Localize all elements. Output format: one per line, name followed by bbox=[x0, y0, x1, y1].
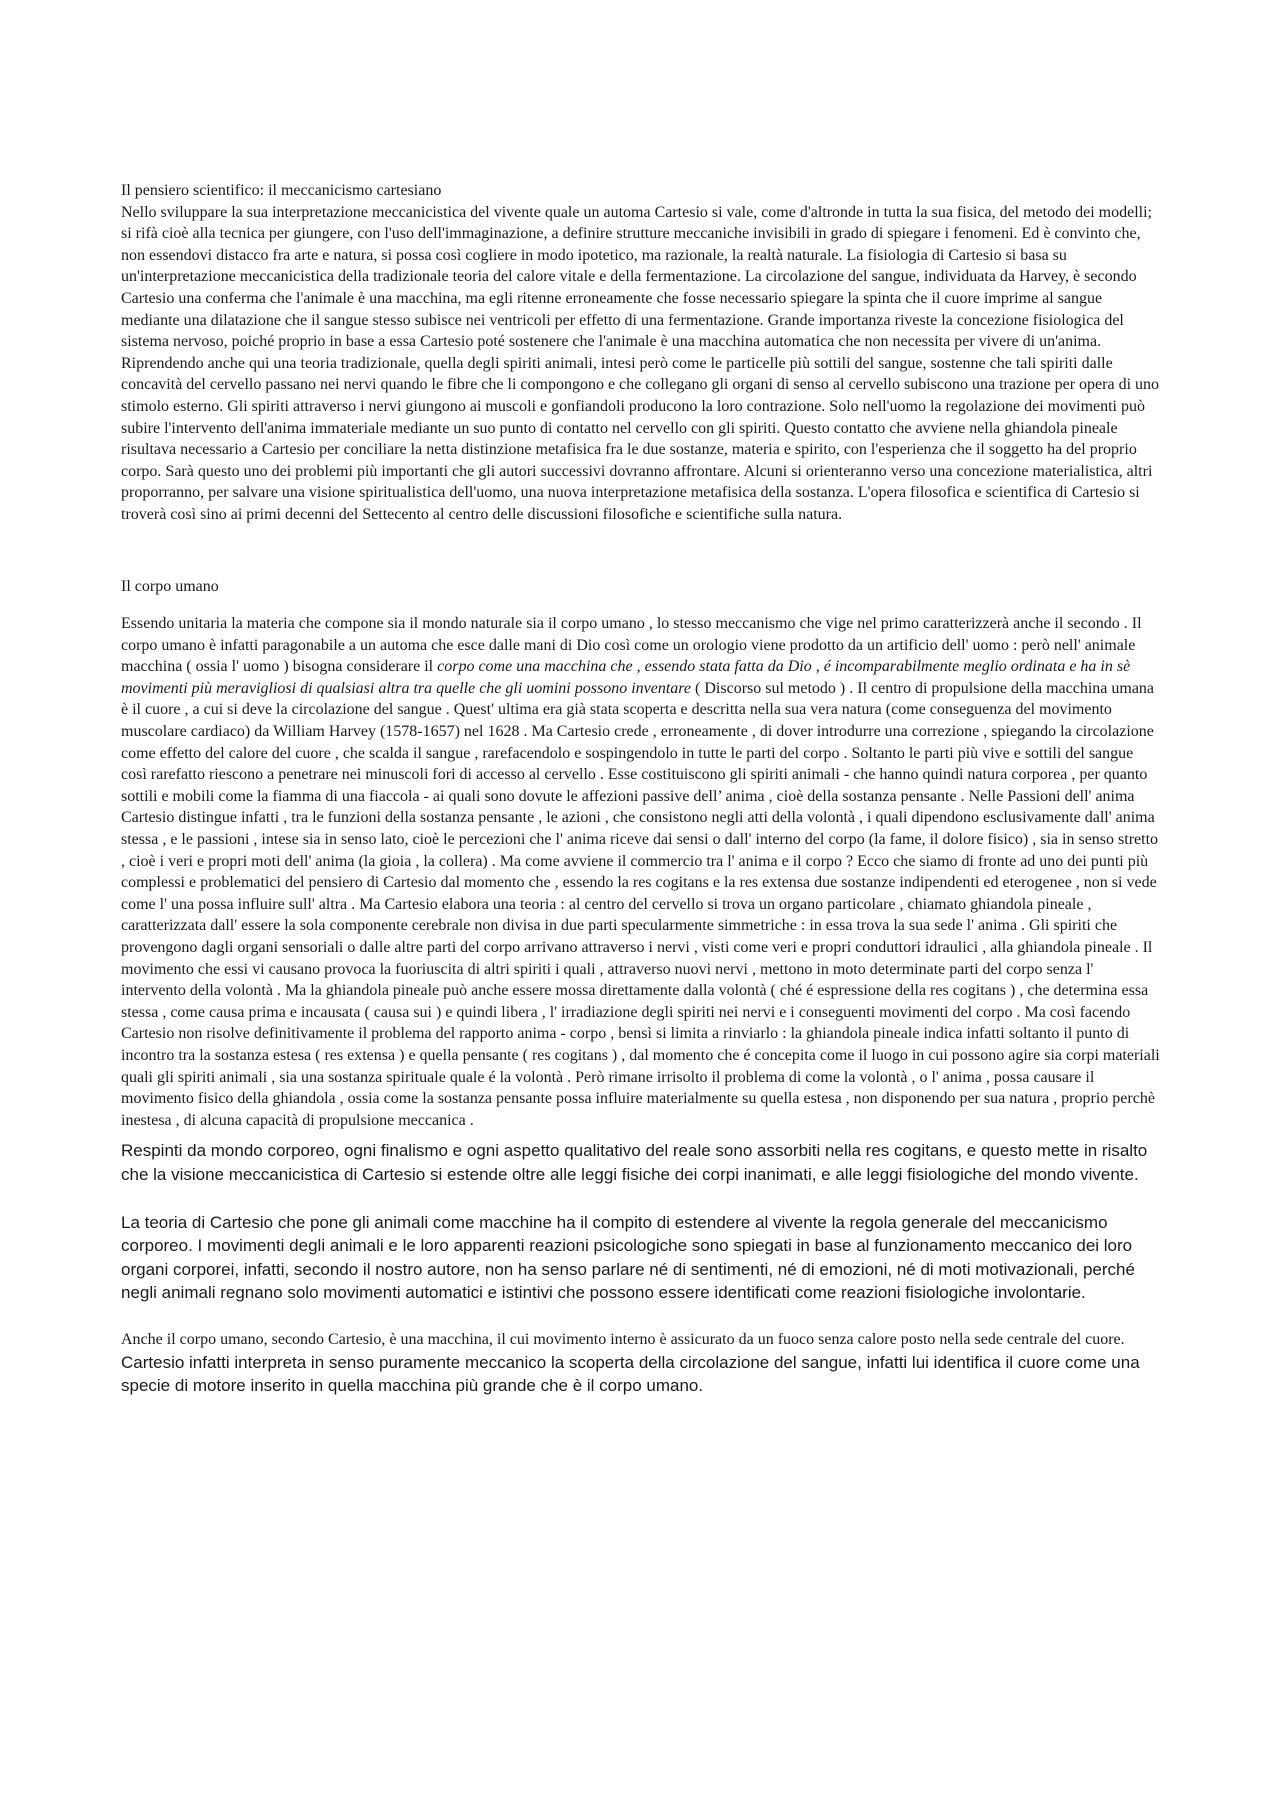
section2-body bbox=[121, 613, 1161, 1131]
section2-body-part2: ( Discorso sul metodo ) . Il centro di propulsione della macchina umana è il cuore , a cui si deve la circolazione del sangue . Quest' ultima era già stata scoperta e descritta nella sua vera natura (come conseguenza del movimento muscolare cardiaco) da William Harvey (1578-1657) nel 1628 . Ma Cartesio crede , erroneamente , di dover introdurre una correzione , spiegando la circolazione come effetto del calore del cuore , che scalda il sangue , rarefacendolo e sospingendolo in tutte le parti del corpo . Soltanto le parti più vive e sottili del sangue così rarefatto riescono a penetrare nei minuscoli fori di accesso al cervello . Esse costituiscono gli spiriti animali - che hanno quindi natura corporea , per quanto sottili e mobili come la fiamma di una fiaccola - ai quali sono dovute le affezioni passive dell’ anima , cioè della sostanza pensante . Nelle Passioni dell' anima Cartesio distingue infatti , tra le funzioni della sostanza pensante , le azioni , che consistono negli atti della volontà , i quali dipendono esclusivamente dall' anima stessa , e le passioni , intese sia in senso lato, cioè le percezioni che l' anima riceve dai sensi o dall' interno del corpo (la fame, il dolore fisico) , sia in senso stretto , cioè i veri e propri moti dell' anima (la gioia , la collera) . Ma come avviene il commercio tra l' anima e il corpo ? Ecco che siamo di fronte ad uno dei punti più complessi e problematici del pensiero di Cartesio dal momento che , essendo la res cogitans e la res extensa due sostanze indipendenti ed eterogenee , non si vede come l' una possa influire sull' altra . Ma Cartesio elabora una teoria : al centro del cervello si trova un organo particolare , chiamato ghiandola pineale , caratterizzata dall' essere la sola componente cerebrale non divisa in due parti specularmente simmetriche : in essa trova la sua sede l' anima . Gli spiriti che provengono dagli organi sensoriali o dalle altre parti del corpo arrivano attraverso i nervi , visti come veri e propri conduttori idraulici , alla ghiandola pineale . Il movimento che essi vi causano provoca la fuoriuscita di altri spiriti i quali , attraverso nuovi nervi , mettono in moto determinate parti del corpo senza l' intervento della volontà . Ma la ghiandola pineale può anche essere mossa direttamente dalla volontà ( ché é espressione della res cogitans ) , che determina essa stessa , come causa prima e incausata ( causa sui ) e quindi libera , l' irradiazione degli spiriti nei nervi e i conseguenti movimenti del corpo . Ma così facendo Cartesio non risolve definitivamente il problema del rapporto anima - corpo , bensì si limita a rinviarlo : la ghiandola pineale indica infatti soltanto il punto di incontro tra la sostanza estesa ( res extensa ) e quella pensante ( res cogitans ) , dal momento che é concepita come il luogo in cui possono agire sia corpi materiali quali gli spiriti animali , sia una sostanza spirituale quale é la volontà . Però rimane irrisolto il problema di come la volontà , o l' anima , possa causare il movimento fisico della ghiandola , ossia come la sostanza pensante possa influire materialmente su quella estesa , non disponendo per sua natura , proprio perchè inestesa , di alcuna capacità di propulsione meccanica . bbox=[121, 679, 1160, 1129]
paragraph-res-cogitans: Respinti da mondo corporeo, ogni finalismo e ogni aspetto qualitativo del reale sono assorbiti nella res cogitans, e questo mette in risalto che la visione meccanicistica di Cartesio si estende oltre alle leggi fisiche dei corpi inanimati, e alle leggi fisiologiche del mondo vivente. bbox=[121, 1141, 1148, 1184]
section2-body-part1: Essendo unitaria la materia che compone sia il mondo naturale sia il corpo umano , lo stesso meccanismo che vige nel primo caratterizzerà anche il secondo . Il corpo umano è infatti paragonabile a un automa che esce dalle mani di Dio così come un orologio viene prodotto da un artificio dell' uomo : però nell' animale macchina ( ossia l' uomo ) bisogna considerare il bbox=[121, 615, 1142, 676]
document-page bbox=[121, 180, 1161, 1398]
section2-title: Il corpo umano bbox=[121, 577, 219, 595]
paragraph-corpo-macchina: Anche il corpo umano, secondo Cartesio, è una macchina, il cui movimento interno è assicurato da un fuoco senza calore posto nella sede centrale del cuore. bbox=[121, 1330, 1125, 1348]
section1-body: Nello sviluppare la sua interpretazione meccanicistica del vivente quale un automa Cartesio si vale, come d'altronde in tutta la sua fisica, del metodo dei modelli; si rifà cioè alla tecnica per giungere, con l'uso dell'immaginazione, a definire strutture meccaniche invisibili in grado di spiegare i fenomeni. Ed è convinto che, non essendovi distacco fra arte e natura, si possa così cogliere in modo ipotetico, ma razionale, la realtà naturale. La fisiologia di Cartesio si basa su un'interpretazione meccanicistica della tradizionale teoria del calore vitale e della fermentazione. La circolazione del sangue, individuata da Harvey, è secondo Cartesio una conferma che l'animale è una macchina, ma egli ritenne erroneamente che fosse necessario spiegare la spinta che il cuore imprime al sangue mediante una dilatazione che il sangue stesso subisce nei ventricoli per effetto di una fermentazione. Grande importanza riveste la concezione fisiologica del sistema nervoso, poiché proprio in base a essa Cartesio poté sostenere che l'animale è una macchina automatica che non necessita per vivere di un'anima. Riprendendo anche qui una teoria tradizionale, quella degli spiriti animali, intesi però come le particelle più sottili del sangue, sostenne che tali spiriti dalle concavità del cervello passano nei nervi quando le fibre che li compongono e che collegano gli organi di senso al cervello subiscono una trazione per opera di uno stimolo esterno. Gli spiriti attraverso i nervi giungono ai muscoli e gonfiandoli producono la loro contrazione. Solo nell'uomo la regolazione dei movimenti può subire l'intervento dell'anima immateriale mediante un suo punto di contatto nel cervello con gli spiriti. Questo contatto che avviene nella ghiandola pineale risultava necessario a Cartesio per conciliare la netta distinzione metafisica fra le due sostanze, materia e spirito, con l'esperienza che il soggetto ha del proprio corpo. Sarà questo uno dei problemi più importanti che gli autori successivi dovranno affrontare. Alcuni si orienteranno verso una concezione materialistica, altri proporranno, per salvare una visione spiritualistica dell'uomo, una nuova interpretazione metafisica della sostanza. L'opera filosofica e scientifica di Cartesio si troverà così sino ai primi decenni del Settecento al centro delle discussioni filosofiche e scientifiche sulla natura. bbox=[121, 203, 1160, 523]
section1-title: Il pensiero scientifico: il meccanicismo cartesiano bbox=[121, 182, 442, 199]
section2-body-quote: corpo come una macchina che , essendo stata fatta da Dio , é incomparabilmente meglio ordinata e ha in sè movimenti più meravigliosi di qualsiasi altra tra quelle che gli uomini possono inventare bbox=[121, 658, 1131, 697]
paragraph-animali-macchine: La teoria di Cartesio che pone gli animali come macchine ha il compito di estendere al vivente la regola generale del meccanicismo corporeo. I movimenti degli animali e le loro apparenti reazioni psicologiche sono spiegati in base al funzionamento meccanico dei loro organi corporei, infatti, secondo il nostro autore, non ha senso parlare né di sentimenti, né di emozioni, né di moti motivazionali, perché negli animali regnano solo movimenti automatici e istintivi che possono essere identificati come reazioni fisiologiche involontarie. bbox=[121, 1212, 1135, 1303]
paragraph-circolazione: Cartesio infatti interpreta in senso puramente meccanico la scoperta della circolazione del sangue, infatti lui identifica il cuore come una specie di motore inserito in quella macchina più grande che è il corpo umano. bbox=[121, 1352, 1140, 1396]
